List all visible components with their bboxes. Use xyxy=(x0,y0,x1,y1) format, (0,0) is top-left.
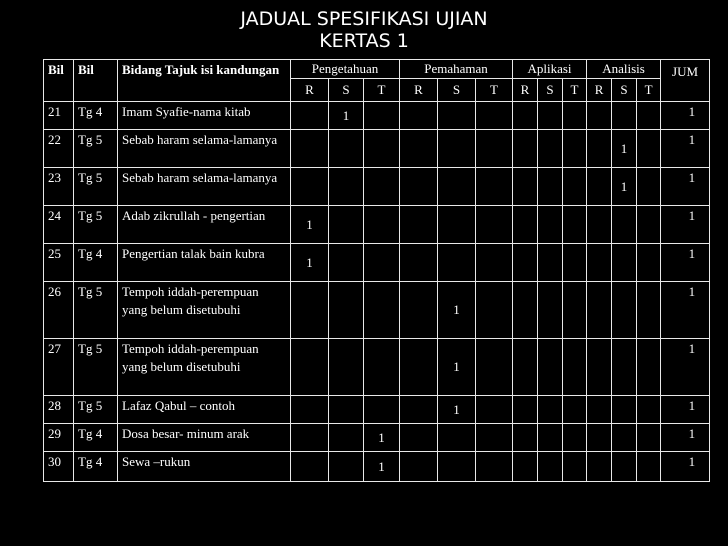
subheader-t: T xyxy=(476,79,513,102)
mark-cell xyxy=(587,424,612,452)
mark-cell xyxy=(291,424,329,452)
mark-cell xyxy=(587,339,612,396)
mark-cell xyxy=(329,396,364,424)
mark-cell xyxy=(513,102,538,130)
mark-cell xyxy=(612,424,637,452)
header-jum: JUM xyxy=(661,60,710,102)
mark-cell xyxy=(637,244,661,282)
mark-cell xyxy=(563,206,587,244)
mark-cell xyxy=(329,424,364,452)
row-number: 26 xyxy=(44,282,74,339)
mark-cell xyxy=(438,244,476,282)
mark-cell xyxy=(400,244,438,282)
page-title xyxy=(0,8,728,52)
mark-value: 1 xyxy=(620,140,628,156)
mark-cell xyxy=(538,339,563,396)
row-number: 28 xyxy=(44,396,74,424)
mark-cell xyxy=(637,282,661,339)
mark-cell xyxy=(438,424,476,452)
mark-value: 1 xyxy=(378,458,385,474)
mark-cell xyxy=(291,396,329,424)
mark-cell xyxy=(400,206,438,244)
header-pemahaman: Pemahaman xyxy=(400,60,513,79)
subheader-s: S xyxy=(438,79,476,102)
mark-cell xyxy=(513,282,538,339)
mark-cell xyxy=(513,339,538,396)
row-jum: 1 xyxy=(661,424,710,452)
mark-cell xyxy=(438,452,476,482)
row-level: Tg 5 xyxy=(74,282,118,339)
mark-cell xyxy=(587,244,612,282)
row-level: Tg 4 xyxy=(74,244,118,282)
mark-cell xyxy=(637,339,661,396)
row-topic: Sebab haram selama-lamanya xyxy=(118,168,291,206)
mark-cell xyxy=(637,130,661,168)
row-level: Tg 5 xyxy=(74,206,118,244)
row-number: 24 xyxy=(44,206,74,244)
mark-cell xyxy=(438,130,476,168)
row-number: 22 xyxy=(44,130,74,168)
subheader-s: S xyxy=(329,79,364,102)
header-aplikasi: Aplikasi xyxy=(513,60,587,79)
mark-cell xyxy=(513,396,538,424)
mark-cell xyxy=(329,244,364,282)
mark-cell xyxy=(364,339,400,396)
mark-cell xyxy=(513,452,538,482)
mark-cell xyxy=(513,168,538,206)
mark-cell xyxy=(612,102,637,130)
row-topic: Tempoh iddah-perempuan yang belum disetubuhi xyxy=(118,282,291,339)
header-analisis: Analisis xyxy=(587,60,661,79)
mark-cell xyxy=(587,396,612,424)
mark-cell xyxy=(291,282,329,339)
row-level: Tg 5 xyxy=(74,130,118,168)
row-topic: Lafaz Qabul – contoh xyxy=(118,396,291,424)
mark-cell xyxy=(400,282,438,339)
mark-cell xyxy=(563,102,587,130)
mark-cell xyxy=(364,452,400,482)
row-topic: Pengertian talak bain kubra xyxy=(118,244,291,282)
mark-value: 1 xyxy=(453,302,460,317)
mark-cell xyxy=(476,396,513,424)
mark-cell xyxy=(587,206,612,244)
mark-value: 1 xyxy=(453,359,460,374)
table-row xyxy=(44,102,710,130)
mark-cell xyxy=(476,339,513,396)
row-jum: 1 xyxy=(661,168,710,206)
mark-cell xyxy=(587,282,612,339)
table-row xyxy=(44,130,710,168)
mark-cell xyxy=(291,130,329,168)
table-row xyxy=(44,339,710,396)
mark-cell xyxy=(476,424,513,452)
mark-cell xyxy=(364,168,400,206)
title-line-1: JADUAL SPESIFIKASI UJIAN xyxy=(240,8,488,30)
row-jum: 1 xyxy=(661,339,710,396)
mark-cell xyxy=(612,339,637,396)
row-topic: Sebab haram selama-lamanya xyxy=(118,130,291,168)
mark-cell xyxy=(587,102,612,130)
mark-value: 1 xyxy=(306,216,313,232)
row-level: Tg 4 xyxy=(74,424,118,452)
mark-cell xyxy=(438,206,476,244)
table-row xyxy=(44,244,710,282)
mark-value: 1 xyxy=(306,254,313,270)
mark-cell xyxy=(612,130,637,168)
mark-cell xyxy=(538,452,563,482)
mark-cell xyxy=(587,130,612,168)
table-row xyxy=(44,396,710,424)
row-topic: Adab zikrullah - pengertian xyxy=(118,206,291,244)
mark-cell xyxy=(612,244,637,282)
mark-cell xyxy=(438,339,476,396)
header-bil-2: Bil xyxy=(74,60,118,102)
mark-cell xyxy=(637,452,661,482)
mark-cell xyxy=(538,396,563,424)
mark-cell xyxy=(563,424,587,452)
mark-cell xyxy=(400,396,438,424)
mark-cell xyxy=(364,244,400,282)
subheader-s: S xyxy=(612,79,637,102)
row-level: Tg 5 xyxy=(74,339,118,396)
mark-value: 1 xyxy=(342,107,350,123)
mark-cell xyxy=(563,396,587,424)
mark-cell xyxy=(400,424,438,452)
mark-cell xyxy=(563,244,587,282)
mark-cell xyxy=(612,396,637,424)
row-jum: 1 xyxy=(661,206,710,244)
mark-cell xyxy=(476,130,513,168)
row-level: Tg 5 xyxy=(74,396,118,424)
mark-cell xyxy=(364,424,400,452)
mark-cell xyxy=(329,339,364,396)
row-level: Tg 4 xyxy=(74,452,118,482)
mark-cell xyxy=(364,282,400,339)
title-line-2: KERTAS 1 xyxy=(319,30,409,52)
mark-cell xyxy=(329,452,364,482)
mark-cell xyxy=(637,168,661,206)
row-level: Tg 5 xyxy=(74,168,118,206)
table-row xyxy=(44,168,710,206)
row-jum: 1 xyxy=(661,452,710,482)
mark-cell xyxy=(513,244,538,282)
mark-cell xyxy=(329,130,364,168)
mark-cell xyxy=(476,282,513,339)
mark-cell xyxy=(476,168,513,206)
mark-cell xyxy=(587,168,612,206)
subheader-r: R xyxy=(513,79,538,102)
mark-cell xyxy=(538,206,563,244)
mark-cell xyxy=(538,130,563,168)
mark-cell xyxy=(400,452,438,482)
row-topic: Dosa besar- minum arak xyxy=(118,424,291,452)
mark-cell xyxy=(637,206,661,244)
mark-value: 1 xyxy=(378,429,385,445)
row-number: 29 xyxy=(44,424,74,452)
mark-cell xyxy=(538,424,563,452)
mark-cell xyxy=(291,452,329,482)
subheader-t: T xyxy=(563,79,587,102)
row-topic: Imam Syafie-nama kitab xyxy=(118,102,291,130)
mark-cell xyxy=(291,244,329,282)
mark-cell xyxy=(637,396,661,424)
mark-cell xyxy=(513,130,538,168)
mark-cell xyxy=(538,244,563,282)
mark-cell xyxy=(538,168,563,206)
mark-value: 1 xyxy=(620,178,628,194)
mark-cell xyxy=(476,244,513,282)
mark-cell xyxy=(364,130,400,168)
mark-cell xyxy=(476,102,513,130)
mark-cell xyxy=(438,168,476,206)
subheader-r: R xyxy=(291,79,329,102)
mark-cell xyxy=(563,452,587,482)
row-topic: Tempoh iddah-perempuan yang belum disetubuhi xyxy=(118,339,291,396)
mark-cell xyxy=(329,206,364,244)
mark-cell xyxy=(364,206,400,244)
row-topic: Sewa –rukun xyxy=(118,452,291,482)
mark-cell xyxy=(513,206,538,244)
row-number: 30 xyxy=(44,452,74,482)
mark-cell xyxy=(291,102,329,130)
row-level: Tg 4 xyxy=(74,102,118,130)
mark-cell xyxy=(637,102,661,130)
mark-cell xyxy=(438,282,476,339)
mark-cell xyxy=(612,452,637,482)
table-row xyxy=(44,282,710,339)
mark-cell xyxy=(364,396,400,424)
mark-cell xyxy=(364,102,400,130)
row-jum: 1 xyxy=(661,396,710,424)
mark-cell xyxy=(538,102,563,130)
table-row xyxy=(44,452,710,482)
row-jum: 1 xyxy=(661,244,710,282)
row-jum: 1 xyxy=(661,282,710,339)
subheader-t: T xyxy=(637,79,661,102)
mark-cell xyxy=(400,102,438,130)
subheader-t: T xyxy=(364,79,400,102)
mark-cell xyxy=(329,282,364,339)
mark-value: 1 xyxy=(453,401,460,417)
mark-cell xyxy=(563,282,587,339)
header-topic: Bidang Tajuk isi kandungan xyxy=(118,60,291,102)
mark-cell xyxy=(291,168,329,206)
mark-cell xyxy=(476,206,513,244)
mark-cell xyxy=(400,130,438,168)
mark-cell xyxy=(291,206,329,244)
mark-cell xyxy=(513,424,538,452)
mark-cell xyxy=(538,282,563,339)
row-jum: 1 xyxy=(661,130,710,168)
row-number: 23 xyxy=(44,168,74,206)
mark-cell xyxy=(400,168,438,206)
row-jum: 1 xyxy=(661,102,710,130)
mark-cell xyxy=(438,102,476,130)
header-bil-1: Bil xyxy=(44,60,74,102)
mark-cell xyxy=(329,102,364,130)
mark-cell xyxy=(612,168,637,206)
specification-table xyxy=(43,59,710,482)
mark-cell xyxy=(563,168,587,206)
table-row xyxy=(44,206,710,244)
subheader-s: S xyxy=(538,79,563,102)
mark-cell xyxy=(612,282,637,339)
header-row xyxy=(44,60,710,79)
mark-cell xyxy=(612,206,637,244)
table-row xyxy=(44,424,710,452)
mark-cell xyxy=(563,339,587,396)
mark-cell xyxy=(587,452,612,482)
subheader-r: R xyxy=(400,79,438,102)
mark-cell xyxy=(476,452,513,482)
row-number: 21 xyxy=(44,102,74,130)
row-number: 27 xyxy=(44,339,74,396)
row-number: 25 xyxy=(44,244,74,282)
mark-cell xyxy=(438,396,476,424)
mark-cell xyxy=(329,168,364,206)
mark-cell xyxy=(563,130,587,168)
mark-cell xyxy=(400,339,438,396)
mark-cell xyxy=(637,424,661,452)
header-pengetahuan: Pengetahuan xyxy=(291,60,400,79)
subheader-r: R xyxy=(587,79,612,102)
mark-cell xyxy=(291,339,329,396)
